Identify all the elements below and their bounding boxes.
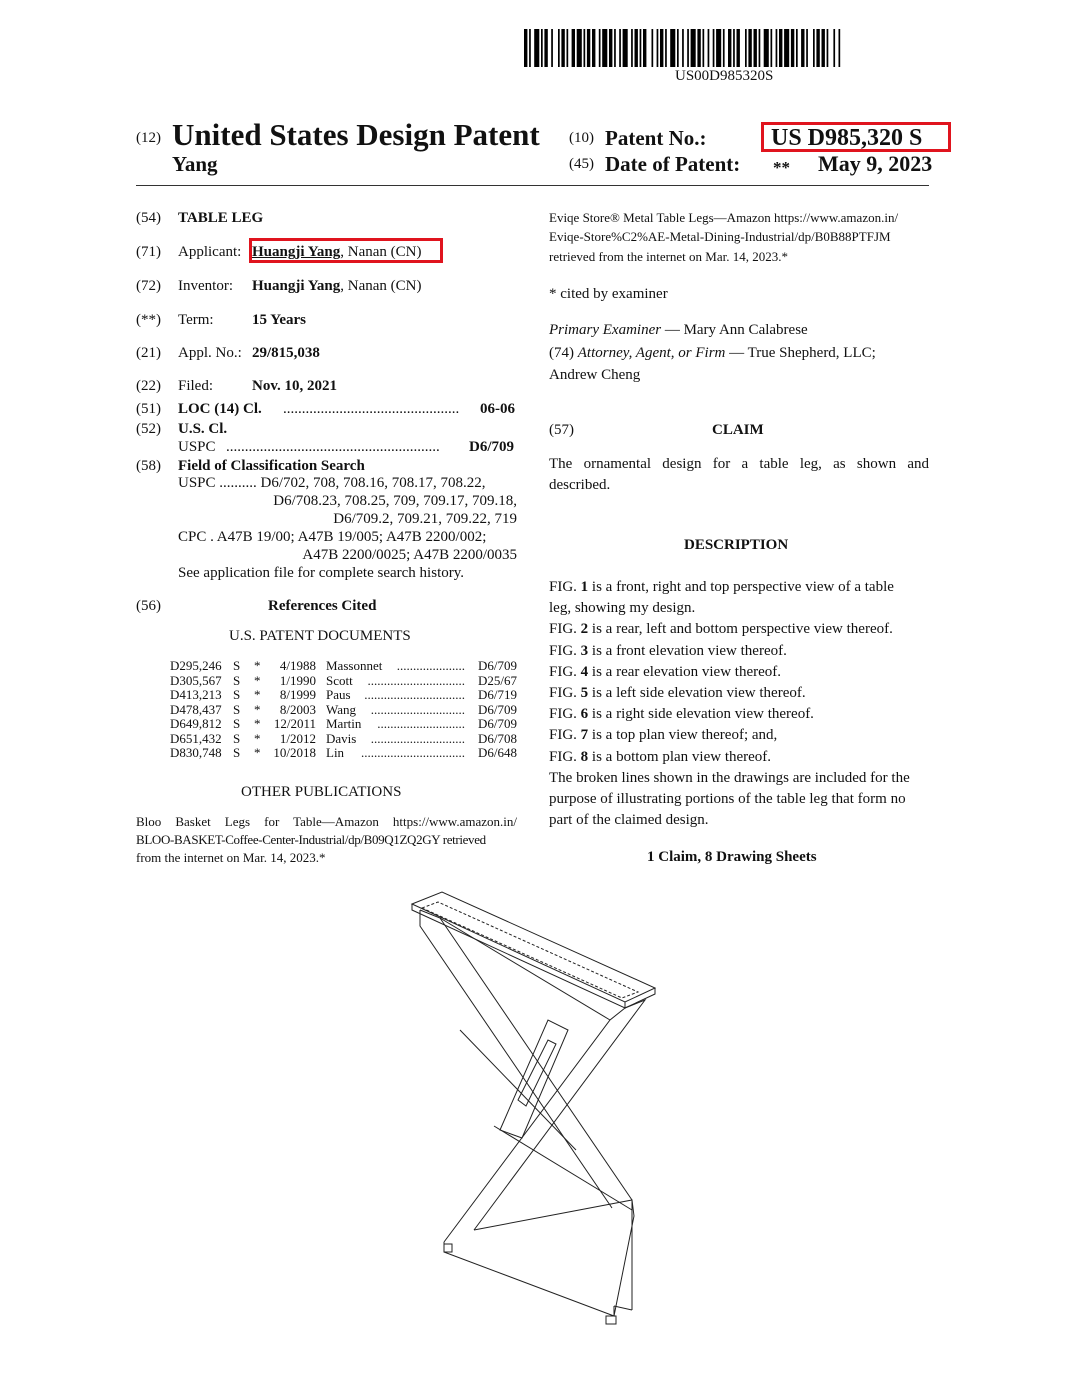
barcode-bar — [602, 29, 607, 67]
patent-date: May 9, 2023 — [818, 151, 933, 176]
ref-number: D651,432 — [170, 730, 222, 746]
attorney-value-2: Andrew Cheng — [549, 367, 641, 383]
barcode-bar — [652, 29, 654, 67]
barcode-bar — [529, 29, 531, 67]
claim-line-2: described. — [549, 477, 611, 493]
barcode-bar — [561, 29, 564, 67]
ref-number: D305,567 — [170, 672, 222, 688]
reference-row — [170, 745, 517, 760]
barcode-bar — [677, 29, 679, 67]
ref-class: D6/719 — [478, 687, 517, 702]
header-rule — [136, 185, 929, 186]
patent-number: US D985,320 S — [771, 125, 923, 151]
code-22: (22) — [136, 378, 161, 394]
code-54: (54) — [136, 210, 161, 226]
barcode-bar — [682, 29, 684, 67]
field-label: Field of Classification Search — [178, 458, 365, 474]
patent-no-label: Patent No.: — [605, 126, 707, 150]
ref-dots: ............................. — [370, 701, 465, 717]
figure-prefix: FIG. — [549, 621, 581, 638]
barcode-bar — [660, 29, 663, 67]
ref-dots: ............................. — [370, 730, 465, 746]
figure-text: is a left side elevation view thereof. — [588, 685, 806, 701]
ref-date: 1/1990 — [279, 672, 316, 688]
pub-line-3: retrieved from the internet on Mar. 14, 2023.* — [549, 249, 788, 264]
date-asterisks: ** — [773, 158, 790, 177]
barcode-bar — [703, 29, 705, 67]
ref-name: Lin — [326, 745, 345, 760]
term-value: 15 Years — [252, 312, 307, 328]
inventor-value — [252, 276, 421, 296]
reference-row — [170, 658, 517, 673]
barcode-bar — [764, 29, 769, 67]
figure-number: 1 — [580, 579, 589, 595]
code-74: (74) — [549, 345, 574, 361]
ref-class: D6/708 — [478, 730, 517, 746]
barcode-bar — [687, 29, 689, 67]
applicant-location: , Nanan (CN) — [340, 244, 422, 260]
barcode-bar — [776, 29, 778, 67]
barcode-bar — [623, 29, 628, 67]
barcode-bar — [551, 29, 553, 67]
ref-date: 4/1988 — [279, 658, 316, 673]
claims-summary: 1 Claim, 8 Drawing Sheets — [647, 849, 817, 865]
code-52: (52) — [136, 421, 161, 437]
other-pub-line-3: from the internet on Mar. 14, 2023.* — [136, 850, 326, 865]
figure-prefix: FIG. — [549, 706, 581, 723]
applicant-name: Huangji Yang — [252, 244, 341, 260]
figure-text: is a front, right and top perspective view of a table — [588, 579, 894, 595]
uspc-dots: ......................................................... — [226, 439, 440, 455]
ref-class: D6/709 — [478, 716, 517, 731]
barcode-bar — [754, 29, 757, 67]
barcode-bar — [609, 29, 612, 67]
figure-prefix: FIG. — [549, 642, 581, 659]
barcode-bar — [816, 29, 819, 67]
description-heading: DESCRIPTION — [684, 537, 789, 553]
barcode-bar — [839, 29, 841, 67]
appl-value: 29/815,038 — [252, 345, 320, 361]
barcode-bar — [806, 29, 808, 67]
barcode-bar — [697, 29, 700, 67]
figure-line — [549, 704, 814, 724]
ref-dots: ........................... — [377, 716, 465, 731]
inventor-label: Inventor: — [178, 278, 233, 294]
invention-title: TABLE LEG — [178, 210, 264, 226]
ref-name: Scott — [326, 672, 353, 688]
ref-name: Paus — [326, 687, 351, 702]
figure-line — [549, 662, 781, 682]
broken-line-1: The broken lines shown in the drawings are included for the — [549, 770, 910, 786]
barcode-bar — [670, 29, 675, 67]
figure-prefix: FIG. — [549, 663, 581, 680]
figure-prefix: FIG. — [549, 579, 581, 595]
code-term: (**) — [136, 312, 161, 328]
ref-kind: S — [233, 716, 241, 731]
ref-star: * — [254, 701, 261, 717]
applicant-label: Applicant: — [178, 244, 242, 260]
ref-star: * — [254, 658, 261, 673]
barcode-bar — [635, 29, 638, 67]
figure-number: 6 — [580, 706, 589, 723]
attorney-value: — True Shepherd, LLC; — [725, 345, 876, 361]
inventor-name: Huangji Yang — [252, 278, 341, 294]
barcode-bar — [801, 29, 804, 67]
reference-row — [170, 702, 517, 717]
field-line-6: See application file for complete search history. — [178, 565, 465, 581]
reference-row — [170, 716, 517, 731]
figure-line — [549, 641, 787, 661]
figure-number: 8 — [580, 748, 589, 765]
barcode-bar — [733, 29, 735, 67]
barcode-bar — [796, 29, 798, 67]
barcode-bar — [657, 29, 659, 67]
uspc-label: USPC — [178, 439, 216, 455]
barcode-bar — [745, 29, 747, 67]
ref-dots: .............................. — [367, 672, 465, 688]
ref-date: 8/2003 — [279, 701, 316, 717]
pub-line-1: Eviqe Store® Metal Table Legs—Amazon https://www.amazon.in/ — [549, 210, 899, 225]
figure-line — [549, 619, 893, 639]
barcode-bar — [748, 29, 751, 67]
ref-class: D6/709 — [478, 701, 517, 717]
barcode-bar — [713, 29, 715, 67]
figure-prefix: FIG. — [549, 685, 581, 701]
barcode-bar — [567, 29, 569, 67]
barcode-bar — [640, 29, 642, 67]
figure-line — [549, 725, 777, 745]
code-10: (10) — [569, 130, 594, 146]
barcode-bar — [827, 29, 829, 67]
barcode-bar — [771, 29, 773, 67]
uspc-value: D6/709 — [469, 439, 514, 455]
barcode-bar — [614, 29, 616, 67]
barcode-bar — [779, 29, 782, 67]
code-72: (72) — [136, 278, 161, 294]
figure-text: is a rear elevation view thereof. — [588, 663, 781, 680]
figure-number: 5 — [580, 685, 589, 701]
barcode-bar — [737, 29, 740, 67]
barcode-bar — [592, 29, 595, 67]
code-56: (56) — [136, 598, 161, 614]
figure-number: 3 — [580, 642, 589, 659]
reference-row — [170, 687, 517, 702]
barcode-bar — [813, 29, 815, 67]
figure-text: is a front elevation view thereof. — [588, 642, 787, 659]
ref-kind: S — [233, 658, 241, 673]
reference-row — [170, 731, 517, 746]
ref-class: D25/67 — [478, 672, 517, 688]
ref-class: D6/648 — [478, 745, 517, 760]
filed-value: Nov. 10, 2021 — [252, 378, 338, 394]
inventor-location: , Nanan (CN) — [340, 278, 422, 294]
ref-class: D6/709 — [478, 658, 517, 673]
code-45: (45) — [569, 156, 594, 172]
figure-line — [549, 577, 894, 597]
barcode-bar — [587, 29, 590, 67]
barcode-bar — [558, 29, 560, 67]
loc-value: 06-06 — [480, 401, 515, 417]
ref-date: 10/2018 — [273, 745, 316, 760]
reference-row — [170, 673, 517, 688]
field-line-1: USPC .......... D6/702, 708, 708.16, 708.17, 708.22, — [178, 475, 486, 491]
ref-number: D413,213 — [170, 687, 222, 702]
barcode-bar — [784, 29, 789, 67]
ref-star: * — [254, 745, 261, 760]
barcode-bar — [599, 29, 601, 67]
ref-star: * — [254, 730, 261, 746]
ref-kind: S — [233, 730, 241, 746]
figure-text: is a bottom plan view thereof. — [588, 748, 772, 765]
ref-date: 1/2012 — [279, 730, 316, 746]
ref-number: D478,437 — [170, 701, 222, 717]
barcode-bar — [728, 29, 731, 67]
claim-line-1: The ornamental design for a table leg, as shown and — [549, 456, 929, 472]
barcode-number: US00D985320S — [675, 68, 774, 84]
figure-line — [549, 598, 695, 618]
primary-examiner-value: — Mary Ann Calabrese — [661, 322, 808, 338]
figure-number: 7 — [580, 727, 589, 744]
ref-name: Wang — [326, 701, 356, 717]
barcode-bar — [708, 29, 710, 67]
us-docs-heading: U.S. PATENT DOCUMENTS — [229, 628, 411, 644]
refs-heading: References Cited — [268, 598, 377, 614]
ref-star: * — [254, 687, 261, 702]
ref-star: * — [254, 672, 261, 688]
barcode-bar — [619, 29, 621, 67]
figure-text: is a right side elevation view thereof. — [588, 706, 814, 723]
figure-line — [549, 747, 771, 767]
figure-number: 2 — [580, 621, 589, 638]
pub-line-2: Eviqe-Store%C2%AE-Metal-Dining-Industrial/dp/B0B88PTFJM — [549, 229, 891, 244]
field-line-4: CPC . A47B 19/00; A47B 19/005; A47B 2200/002; — [178, 529, 487, 545]
barcode-bar — [631, 29, 633, 67]
figure-number: 4 — [580, 663, 589, 680]
ref-name: Martin — [326, 716, 362, 731]
ref-star: * — [254, 716, 261, 731]
ref-name: Davis — [326, 730, 357, 746]
barcode-bar — [534, 29, 539, 67]
inventor-surname: Yang — [172, 152, 218, 176]
figure-text: is a rear, left and bottom perspective view thereof. — [588, 621, 893, 638]
uscl-label: U.S. Cl. — [178, 421, 228, 437]
barcode-bar — [822, 29, 825, 67]
ref-date: 8/1999 — [279, 687, 316, 702]
barcode-bar — [723, 29, 725, 67]
field-line-5: A47B 2200/0025; A47B 2200/0035 — [302, 547, 517, 563]
broken-line-2: purpose of illustrating portions of the table leg that form no — [549, 791, 906, 807]
barcode-bar — [759, 29, 761, 67]
loc-dots: ............................................... — [283, 401, 460, 417]
field-line-2: D6/708.23, 708.25, 709, 709.17, 709.18, — [273, 493, 517, 509]
patent-type-title: United States Design Patent — [172, 117, 540, 152]
figure-text: leg, showing my design. — [549, 600, 696, 617]
figure-prefix: FIG. — [549, 748, 581, 765]
ref-kind: S — [233, 745, 241, 760]
field-line-3: D6/709.2, 709.21, 709.22, 719 — [333, 511, 517, 527]
barcode-bar — [833, 29, 835, 67]
ref-date: 12/2011 — [273, 716, 316, 731]
code-21: (21) — [136, 345, 161, 361]
ref-dots: ..................... — [396, 658, 465, 673]
filed-label: Filed: — [178, 378, 214, 394]
figure-text: is a top plan view thereof; and, — [588, 727, 778, 744]
other-pub-line-2: BLOO-BASKET-Coffee-Center-Industrial/dp/B09Q1ZQ2GY retrieved — [136, 832, 486, 847]
barcode-bar — [577, 29, 582, 67]
ref-name: Massonnet — [326, 658, 383, 673]
figure-prefix: FIG. — [549, 727, 581, 744]
barcode-bar — [716, 29, 721, 67]
claim-heading: CLAIM — [712, 422, 764, 438]
ref-dots: ................................ — [361, 745, 465, 760]
broken-line-3: part of the claimed design. — [549, 812, 709, 828]
figure-line — [549, 683, 806, 703]
attorney-line — [549, 343, 876, 363]
barcode-bar — [691, 29, 696, 67]
primary-examiner-label: Primary Examiner — [549, 322, 662, 338]
ref-dots: ............................... — [364, 687, 465, 702]
ref-number: D830,748 — [170, 745, 222, 760]
ref-kind: S — [233, 672, 241, 688]
cited-note: * cited by examiner — [549, 286, 668, 302]
code-51: (51) — [136, 401, 161, 417]
term-label: Term: — [178, 312, 214, 328]
barcode-bar — [643, 29, 646, 67]
ref-number: D649,812 — [170, 716, 222, 731]
loc-label: LOC (14) Cl. — [178, 401, 262, 417]
code-58: (58) — [136, 458, 161, 474]
primary-examiner — [549, 320, 808, 340]
date-label: Date of Patent: — [605, 152, 741, 176]
applicant-highlight — [249, 238, 443, 263]
code-71: (71) — [136, 244, 161, 260]
code-57: (57) — [549, 422, 574, 438]
barcode-bar — [572, 29, 575, 67]
other-pubs-heading: OTHER PUBLICATIONS — [241, 784, 402, 800]
ref-number: D295,246 — [170, 658, 222, 673]
other-pub-line-1: Bloo Basket Legs for Table—Amazon https://www.amazon.in/ — [136, 814, 517, 829]
appl-label: Appl. No.: — [178, 345, 242, 361]
barcode-bar — [584, 29, 586, 67]
code-12: (12) — [136, 130, 161, 146]
barcode-bar — [791, 29, 794, 67]
barcode-bar — [541, 29, 543, 67]
ref-kind: S — [233, 687, 241, 702]
barcode-bar — [524, 29, 527, 67]
barcode-bar — [544, 29, 547, 67]
table-leg-drawing — [400, 880, 670, 1340]
ref-kind: S — [233, 701, 241, 717]
barcode-bar — [665, 29, 667, 67]
patent-number-highlight — [761, 122, 951, 152]
attorney-label: Attorney, Agent, or Firm — [577, 345, 726, 361]
barcode — [524, 29, 932, 67]
